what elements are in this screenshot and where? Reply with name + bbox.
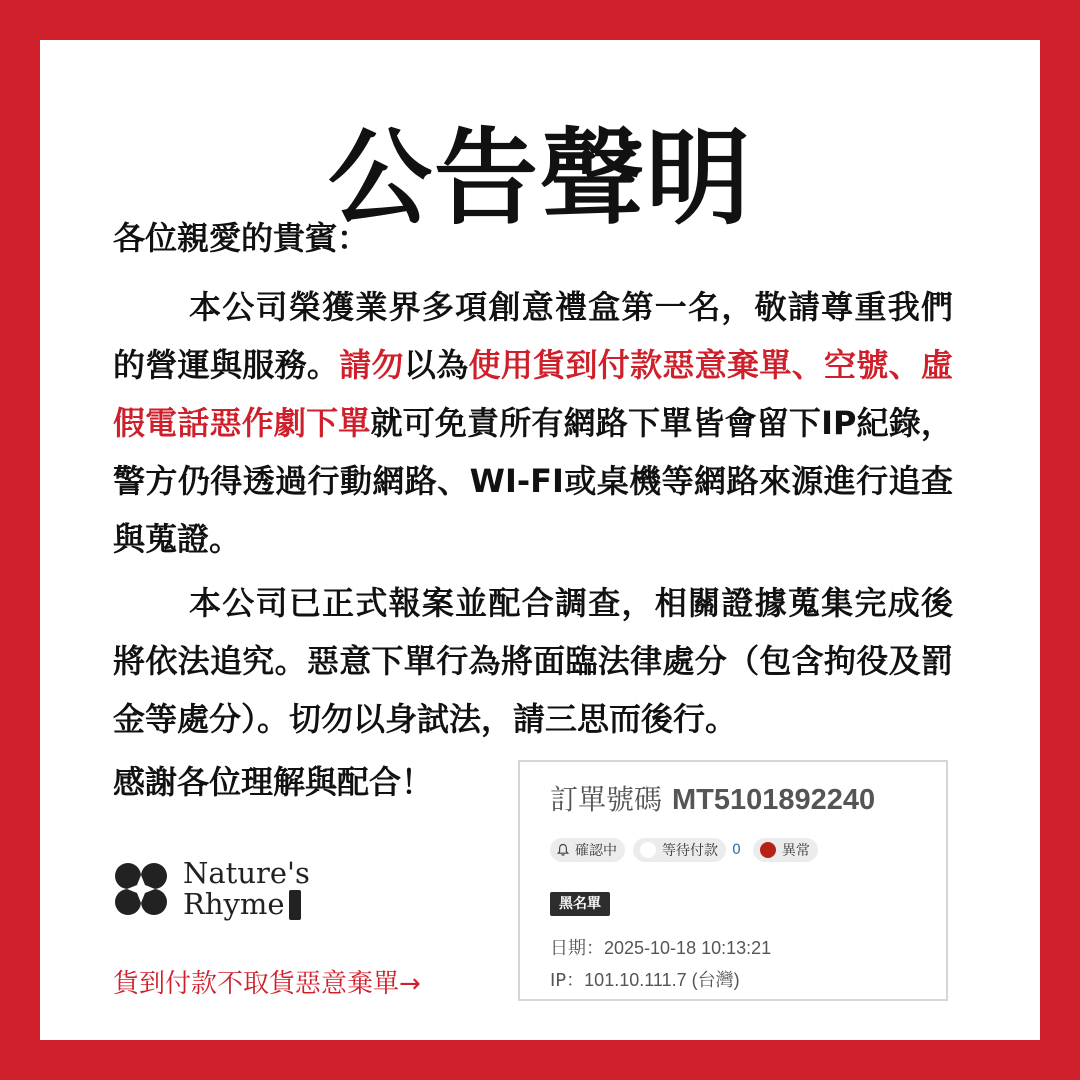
order-ip-value: 101.10.111.7 (台灣) xyxy=(584,970,740,990)
brand-seal-icon xyxy=(289,890,301,920)
order-card xyxy=(518,760,948,1001)
paragraph-1-text-c: 就可免責所有網路下單皆會留下IP紀錄，警方仍得透過行動網路、WI-FI或桌機等網路來源進行追查與蒐證。 xyxy=(113,404,953,558)
paragraph-1-text-b: 以為 xyxy=(403,346,469,384)
order-date-label: 日期： xyxy=(550,938,604,959)
order-number: MT5101892240 xyxy=(672,784,876,816)
status-chip-confirming-label: 確認中 xyxy=(575,843,617,859)
status-chip-abnormal xyxy=(753,838,818,862)
brand-name xyxy=(183,858,310,920)
cod-warning-link: 貨到付款不取貨惡意棄單→ xyxy=(113,969,421,999)
brand-logo xyxy=(113,858,310,920)
awaiting-payment-count: 0 xyxy=(732,842,741,858)
greeting: 各位親愛的貴賓： xyxy=(113,219,370,257)
paragraph-1-text-a: 本公司榮獲業界多項創意禮盒第一名，敬請尊重我們的營運與服務。 xyxy=(113,288,953,384)
bell-icon xyxy=(556,843,570,857)
order-date xyxy=(550,936,771,961)
order-ip-label: IP： xyxy=(550,970,585,991)
status-chip-awaiting-payment xyxy=(633,838,726,862)
red-dot-icon xyxy=(759,841,777,859)
paragraph-2: 本公司已正式報案並配合調查，相關證據蒐集完成後將依法追究。惡意下單行為將面臨法律處分（包含拘役及罰金等處分）。切勿以身試法，請三思而後行。 xyxy=(113,584,953,738)
paragraph-1-warning-b: 使用貨到付款惡意棄單、空號、虛假電話惡作劇下單 xyxy=(113,346,953,442)
paragraph-1 xyxy=(113,278,953,568)
brand-name-line1: Nature's xyxy=(183,856,310,890)
order-ip xyxy=(550,968,740,993)
order-header xyxy=(550,780,875,820)
brand-name-line2: Rhyme xyxy=(183,887,285,921)
status-chip-abnormal-label: 異常 xyxy=(781,843,810,859)
flower-logo-icon xyxy=(113,861,169,917)
status-chip-confirming xyxy=(550,838,625,862)
order-date-value: 2025-10-18 10:13:21 xyxy=(604,938,772,958)
announcement-card xyxy=(40,40,1040,1040)
paragraph-1-warning-a: 請勿 xyxy=(339,346,404,384)
order-status-chips xyxy=(550,838,826,862)
page-title: 公告聲明 xyxy=(327,117,752,239)
empty-circle-icon xyxy=(639,841,657,859)
thanks-text: 感謝各位理解與配合！ xyxy=(113,763,434,801)
order-number-label: 訂單號碼 xyxy=(550,783,663,816)
blacklist-badge: 黑名單 xyxy=(550,892,610,916)
status-chip-awaiting-label: 等待付款 xyxy=(662,843,718,859)
